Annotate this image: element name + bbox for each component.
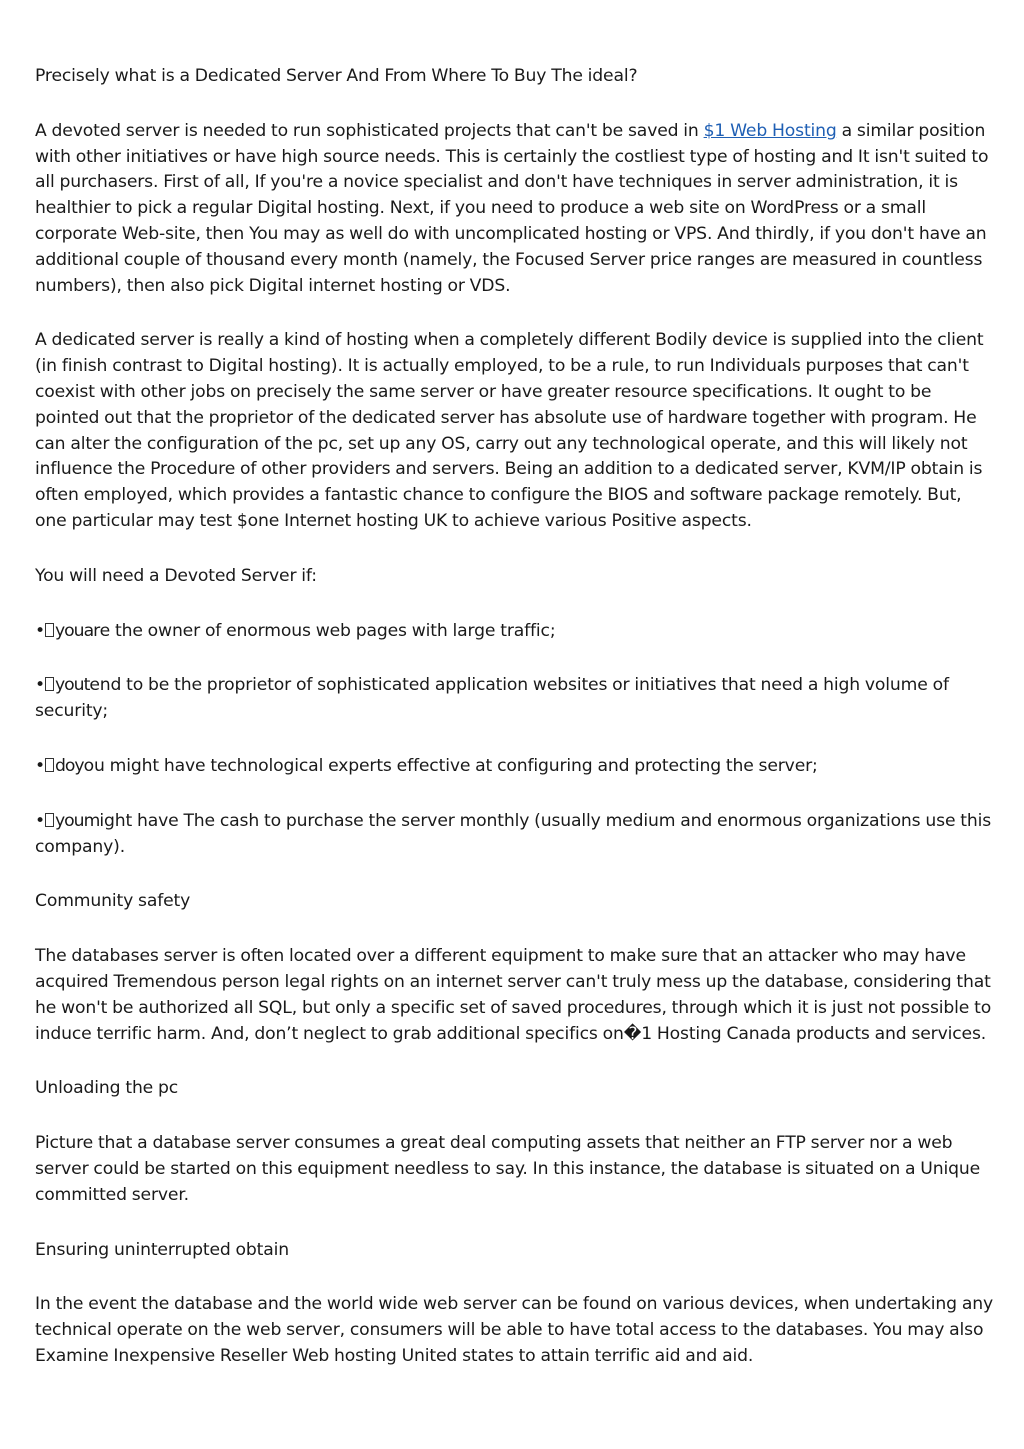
paragraph-dedicated-server: A dedicated server is really a kind of hosting when a completely different Bodily device is supplied into the client (in finish contrast to Digital hosting). It is actually employed, to be a rule, to run Individuals purposes that can't coexist with other jobs on precisely the same server or have greater resource specifications. It ought to be pointed out that the proprietor of the dedicated server has absolute use of hardware together with program. He can alter the configuration of the pc, set up any OS, carry out any technological operate, and this will likely not influence the Procedure of other providers and servers. Being an addition to a dedicated server, KVM/IP obtain is often employed, which provides a fantastic chance to configure the BIOS and software package remotely. But, one particular may test $one Internet hosting UK to achieve various Positive aspects. bbox=[35, 330, 984, 531]
bullet-icon: • bbox=[35, 675, 45, 696]
missing-glyph-icon bbox=[45, 758, 54, 772]
list-item bbox=[35, 619, 995, 645]
list-intro: You will need a Devoted Server if: bbox=[35, 565, 317, 586]
list-item-overlap-text: yout bbox=[55, 675, 90, 696]
intro-paragraph bbox=[35, 119, 995, 300]
missing-glyph-icon bbox=[45, 677, 54, 691]
list-item bbox=[35, 754, 995, 780]
list-item-overlap-text: youa bbox=[55, 620, 94, 641]
paragraph-community-safety: The databases server is often located over a different equipment to make sure that an attacker who may have acquired Tremendous person legal rights on an internet server can't truly mess up the database, considering that he won't be authorized all SQL, but only a specific set of saved procedures, through which it is just not possible to induce terrific harm. And, don’t neglect to grab additional specifics on�1 Hosting Canada products and services. bbox=[35, 946, 992, 1044]
bullet-icon: • bbox=[35, 755, 45, 776]
bullet-icon: • bbox=[35, 810, 45, 831]
bullet-icon: • bbox=[35, 620, 45, 641]
document-body bbox=[35, 64, 995, 1399]
list-item-overlap-text: youm bbox=[55, 810, 100, 831]
paragraph-unloading: Picture that a database server consumes a great deal computing assets that neither an FTP server nor a web server could be started on this equipment needless to say. In this instance, the database is situated on a Unique committed server. bbox=[35, 1133, 981, 1205]
list-item-text: re the owner of enormous web pages with large traffic; bbox=[93, 620, 556, 641]
list-item bbox=[35, 809, 995, 861]
section-heading-uninterrupted: Ensuring uninterrupted obtain bbox=[35, 1239, 290, 1260]
paragraph-uninterrupted: In the event the database and the world wide web server can be found on various devices, when undertaking any technical operate on the web server, consumers will be able to have total access to the databases. You may also Examine Inexpensive Reseller Web hosting United states to attain terrific aid and aid. bbox=[35, 1294, 993, 1366]
intro-text-after: a similar position with other initiatives or have high source needs. This is certainly the costliest type of hosting and It isn't suited to all purchasers. First of all, If you're a novice specialist and don't have techniques in server administration, it is healthier to pick a regular Digital hosting. Next, if you need to produce a web site on WordPress or a small corporate Web-site, then You may as well do with uncomplicated hosting or VPS. And thirdly, if you don't have an additional couple of thousand every month (namely, the Focused Server price ranges are measured in countless numbers), then also pick Digital internet hosting or VDS. bbox=[35, 120, 989, 296]
missing-glyph-icon bbox=[45, 623, 54, 637]
intro-text-before: A devoted server is needed to run sophisticated projects that can't be saved in bbox=[35, 120, 704, 141]
list-item-overlap-text: doy bbox=[55, 755, 84, 776]
list-item bbox=[35, 673, 995, 725]
web-hosting-link[interactable]: $1 Web Hosting bbox=[703, 120, 837, 141]
section-heading-unloading: Unloading the pc bbox=[35, 1078, 179, 1099]
section-heading-community-safety: Community safety bbox=[35, 891, 191, 912]
document-title: Precisely what is a Dedicated Server And From Where To Buy The ideal? bbox=[35, 66, 638, 86]
list-item-text: ight have The cash to purchase the server monthly (usually medium and enormous organizations use this company). bbox=[35, 810, 992, 857]
missing-glyph-icon bbox=[45, 813, 54, 827]
list-item-text: ou might have technological experts effective at configuring and protecting the server; bbox=[83, 755, 818, 776]
list-item-text: end to be the proprietor of sophisticated application websites or initiatives that need a high volume of security; bbox=[35, 675, 949, 722]
